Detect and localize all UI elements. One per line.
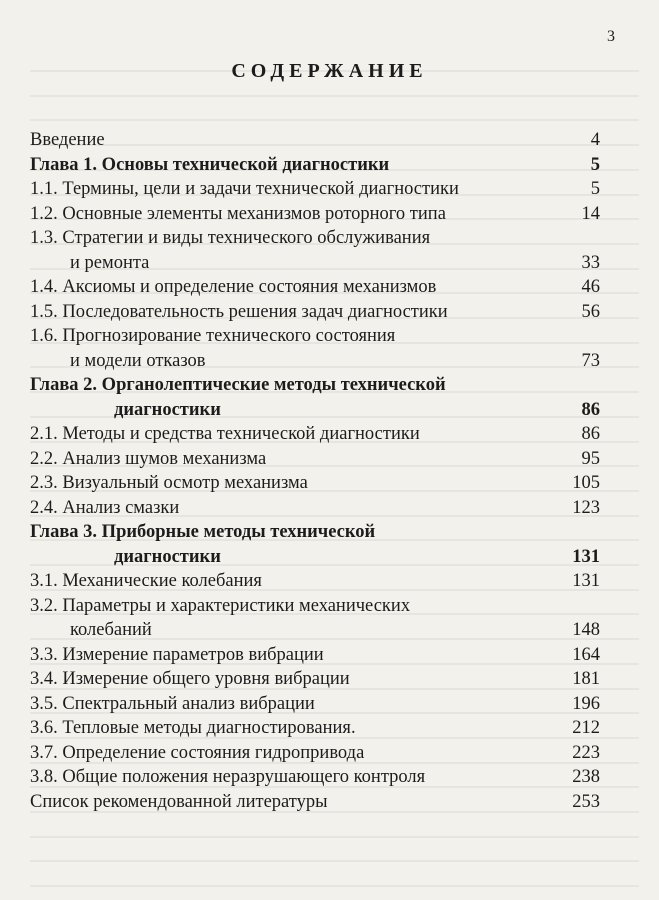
toc-entry-title (30, 790, 600, 815)
toc-entry-line: 3.1. Механические колебания (30, 571, 262, 591)
toc-entry-line: 2.4. Анализ смазки (30, 497, 180, 518)
toc-entry (30, 471, 600, 496)
toc-entry (30, 422, 600, 447)
toc-page-number: 105 (572, 473, 600, 493)
toc-entry-line: 3.6. Тепловые методы диагностирования. (30, 718, 356, 738)
toc-chapter-entry (30, 373, 600, 422)
toc-entry (30, 643, 600, 668)
toc-page-number: 86 (581, 399, 600, 420)
toc-entry (30, 300, 600, 325)
toc-entry-title (30, 202, 600, 227)
toc-entry (30, 594, 600, 643)
toc-entry-line: 1.2. Основные элементы механизмов роторного типа (30, 203, 446, 224)
toc-entry-title (30, 300, 600, 325)
toc-page-number: 5 (590, 179, 600, 199)
toc-entry-title (30, 496, 600, 521)
toc-entry-title (30, 471, 600, 496)
toc-entry (30, 741, 600, 766)
toc-entry-title (30, 643, 600, 668)
toc-page-number: 123 (572, 497, 600, 518)
toc-entry-line: 1.4. Аксиомы и определение состояния механизмов (30, 277, 437, 297)
toc-entry-title (30, 716, 600, 741)
toc-entry-title (30, 128, 600, 153)
toc-page-number: 212 (572, 718, 600, 738)
toc-entry-title (30, 692, 600, 717)
toc-page-number: 253 (572, 791, 600, 812)
toc-entry-title (30, 177, 600, 202)
toc-entry-title (30, 226, 600, 275)
toc-entry-continuation: колебаний (70, 620, 152, 640)
toc-page-number: 46 (581, 277, 600, 297)
toc-entry (30, 716, 600, 741)
toc-entry-title (30, 275, 600, 300)
toc-entry (30, 202, 600, 227)
table-of-contents (30, 128, 600, 814)
toc-page-number: 95 (581, 448, 600, 469)
page-number: 3 (607, 28, 615, 45)
toc-entry (30, 275, 600, 300)
toc-entry-title (30, 422, 600, 447)
toc-entry (30, 569, 600, 594)
toc-entry-line: 2.1. Методы и средства технической диагностики (30, 424, 420, 444)
toc-page-number: 86 (581, 424, 600, 444)
toc-entry-title (30, 447, 600, 472)
toc-page-number: 196 (572, 693, 600, 714)
toc-page-number: 5 (590, 154, 600, 175)
toc-entry-line: 3.4. Измерение общего уровня вибрации (30, 669, 350, 689)
toc-page-number: 148 (572, 620, 600, 640)
toc-entry (30, 790, 600, 815)
toc-entry-title (30, 569, 600, 594)
toc-entry-title (30, 741, 600, 766)
toc-page-number: 164 (572, 644, 600, 665)
toc-entry-title (30, 153, 600, 178)
toc-entry-line: 3.2. Параметры и характеристики механических (30, 595, 411, 616)
toc-entry (30, 496, 600, 521)
toc-page-number: 223 (572, 742, 600, 763)
toc-entry (30, 128, 600, 153)
toc-page-number: 238 (572, 767, 600, 787)
toc-entry-continuation: и ремонта (70, 252, 150, 273)
toc-entry-line: 1.3. Стратегии и виды технического обслуживания (30, 228, 431, 248)
toc-entry-line: 1.6. Прогнозирование технического состояния (30, 326, 396, 346)
toc-entry-title (30, 667, 600, 692)
toc-entry (30, 226, 600, 275)
page-title: СОДЕРЖАНИЕ (231, 60, 428, 82)
toc-chapter-entry (30, 153, 600, 178)
toc-entry-title (30, 324, 600, 373)
toc-entry-line: Введение (30, 130, 105, 150)
toc-entry (30, 447, 600, 472)
toc-entry-line: Глава 3. Приборные методы технической (30, 522, 376, 542)
toc-entry-line: Список рекомендованной литературы (30, 791, 328, 812)
toc-page-number: 14 (581, 203, 600, 224)
toc-entry-line: 3.3. Измерение параметров вибрации (30, 644, 324, 665)
toc-page-number: 73 (581, 350, 600, 371)
toc-entry-continuation: диагностики (114, 399, 221, 420)
toc-entry-continuation: диагностики (114, 546, 221, 567)
toc-page-number: 56 (581, 301, 600, 322)
toc-entry-line: 1.5. Последовательность решения задач диагностики (30, 301, 448, 322)
toc-entry-line: Глава 2. Органолептические методы технической (30, 375, 446, 395)
toc-page-number: 181 (572, 669, 600, 689)
toc-entry (30, 765, 600, 790)
toc-entry-line: 3.8. Общие положения неразрушающего контроля (30, 767, 426, 787)
toc-entry-line: 3.7. Определение состояния гидропривода (30, 742, 365, 763)
toc-entry-title (30, 765, 600, 790)
toc-entry (30, 667, 600, 692)
toc-entry-title (30, 373, 600, 422)
toc-entry-title (30, 520, 600, 569)
toc-entry-line: 2.2. Анализ шумов механизма (30, 448, 267, 469)
toc-entry-line: 3.5. Спектральный анализ вибрации (30, 693, 315, 714)
toc-page-number: 33 (581, 252, 600, 273)
toc-entry-line: 2.3. Визуальный осмотр механизма (30, 473, 308, 493)
toc-entry (30, 692, 600, 717)
toc-entry-line: Глава 1. Основы технической диагностики (30, 154, 390, 175)
toc-chapter-entry (30, 520, 600, 569)
toc-entry (30, 324, 600, 373)
toc-page-number: 131 (572, 546, 600, 567)
toc-page-number: 4 (590, 130, 600, 150)
toc-entry-continuation: и модели отказов (70, 350, 206, 371)
toc-entry (30, 177, 600, 202)
toc-page-number: 131 (572, 571, 600, 591)
toc-entry-title (30, 594, 600, 643)
toc-entry-line: 1.1. Термины, цели и задачи технической диагностики (30, 179, 459, 199)
